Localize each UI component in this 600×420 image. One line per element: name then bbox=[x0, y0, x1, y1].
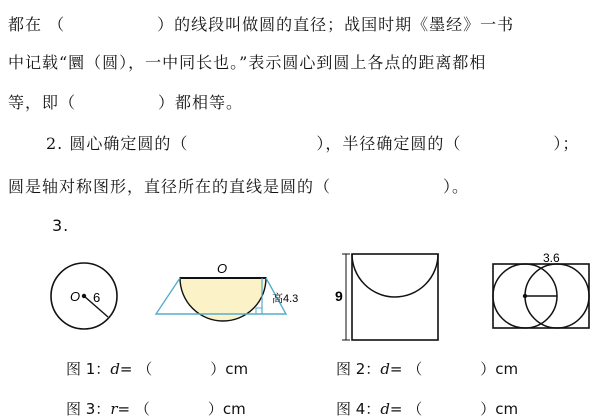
p1-l1-after: ）的线段叫做圆的直径；战国时期《墨经》一书 bbox=[157, 15, 515, 34]
fig4-length-label: 3.6 bbox=[543, 252, 560, 265]
paragraph1-line2: 中记载“圜（圆），一中同长也。”表示圆心到圆上各点的距离都相 bbox=[8, 53, 487, 72]
figure3-square bbox=[332, 250, 444, 342]
question2-line2 bbox=[8, 174, 469, 197]
cap3-prefix: 图 3： bbox=[66, 400, 111, 418]
cap2-eq: = （ bbox=[389, 360, 423, 378]
figure1-circle bbox=[48, 260, 120, 332]
cap4-close: ）cm bbox=[480, 400, 519, 418]
paragraph1-line3 bbox=[8, 90, 243, 113]
q2-part1: 2. 圆心确定圆的（ bbox=[46, 134, 189, 153]
q2-part3: ）； bbox=[553, 134, 580, 153]
cap3-var: r bbox=[110, 400, 118, 418]
fig3-side-label: 9 bbox=[335, 288, 343, 304]
figure2-trapezoid bbox=[152, 258, 304, 324]
cap1-prefix: 图 1： bbox=[66, 360, 111, 378]
cap2-close: ）cm bbox=[480, 360, 519, 378]
fig2-center-label: O bbox=[217, 261, 228, 276]
caption-figure2 bbox=[336, 358, 518, 379]
p1-l3-before: 等，即（ bbox=[8, 93, 77, 112]
fig2-right-angle-mark bbox=[256, 308, 262, 314]
cap1-close: ）cm bbox=[210, 360, 249, 378]
p1-l1-before: 都在 （ bbox=[8, 15, 66, 34]
q2-l2-after: ）。 bbox=[443, 177, 470, 196]
cap4-var: d bbox=[380, 400, 390, 418]
caption-figure3 bbox=[66, 398, 246, 419]
figure4-rectangle bbox=[488, 252, 598, 332]
caption-figure4 bbox=[336, 398, 518, 419]
cap4-eq: = （ bbox=[389, 400, 423, 418]
question2-line1 bbox=[46, 131, 579, 154]
paragraph1-line1 bbox=[8, 12, 514, 35]
cap1-eq: = （ bbox=[119, 360, 153, 378]
cap3-close: ）cm bbox=[207, 400, 246, 418]
cap3-eq: = （ bbox=[117, 400, 150, 418]
fig1-center-label: O bbox=[70, 289, 81, 304]
caption-figure1 bbox=[66, 358, 248, 379]
cap2-prefix: 图 2： bbox=[336, 360, 381, 378]
fig3-semicircle bbox=[352, 254, 438, 297]
fig2-height-label: 高4.3 bbox=[272, 293, 299, 305]
q2-part2: ），半径确定圆的（ bbox=[316, 134, 462, 153]
p1-l3-after: ）都相等。 bbox=[158, 93, 244, 112]
cap4-prefix: 图 4： bbox=[336, 400, 381, 418]
cap1-var: d bbox=[110, 360, 120, 378]
cap2-var: d bbox=[380, 360, 390, 378]
q2-l2-before: 圆是轴对称图形，直径所在的直线是圆的（ bbox=[8, 177, 332, 196]
fig1-radius-label: 6 bbox=[93, 290, 101, 305]
question3-label: 3. bbox=[52, 216, 70, 235]
